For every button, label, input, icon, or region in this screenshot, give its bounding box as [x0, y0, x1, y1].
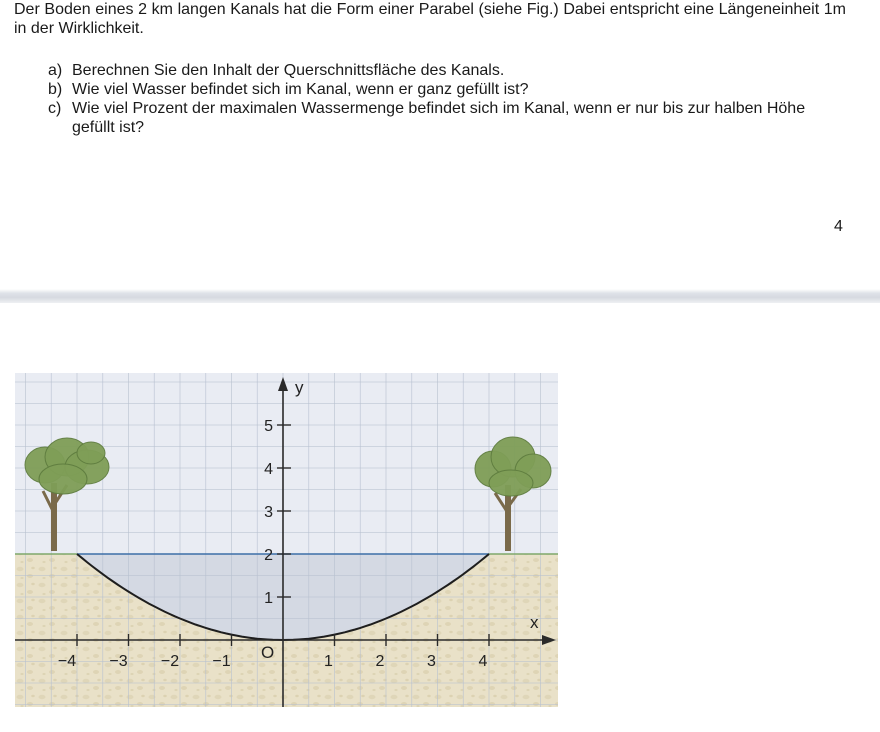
origin-label: O — [261, 643, 275, 662]
y-axis-label: y — [295, 378, 304, 397]
problem-intro: Der Boden eines 2 km langen Kanals hat die Form einer Parabel (siehe Fig.) Dabei entspricht eine Längeneinheit 1m in der Wirklichkeit. — [14, 1, 846, 37]
x-tick-label: −1 — [212, 653, 231, 670]
x-tick-label: 4 — [478, 653, 488, 670]
question-letter: b) — [48, 81, 63, 98]
x-tick-label: −2 — [160, 653, 180, 670]
canal-figure — [15, 373, 558, 707]
question-b — [48, 80, 848, 99]
y-tick-label: 1 — [264, 590, 273, 607]
page-separator — [0, 289, 880, 303]
question-c — [48, 99, 848, 137]
question-a — [48, 61, 848, 80]
x-tick-label: 3 — [427, 653, 436, 670]
y-tick-label: 2 — [264, 547, 273, 564]
question-text: Wie viel Wasser befindet sich im Kanal, wenn er ganz gefüllt ist? — [72, 81, 529, 98]
question-text: Wie viel Prozent der maximalen Wassermenge befindet sich im Kanal, wenn er nur bis zur halben Höhe gefüllt ist? — [72, 100, 806, 136]
question-letter: c) — [48, 100, 62, 117]
x-axis-label: x — [530, 613, 539, 632]
question-text: Berechnen Sie den Inhalt der Querschnittsfläche des Kanals. — [72, 62, 505, 79]
page-number: 4 — [834, 218, 843, 235]
coordinate-system — [15, 373, 558, 707]
x-tick-label: 1 — [324, 653, 333, 670]
question-list — [48, 61, 848, 137]
x-tick-label: −3 — [109, 653, 128, 670]
question-letter: a) — [48, 62, 63, 79]
y-tick-label: 5 — [264, 418, 273, 435]
y-tick-label: 4 — [264, 461, 273, 478]
y-tick-label: 3 — [264, 504, 273, 521]
x-tick-label: 2 — [375, 653, 385, 670]
x-tick-label: −4 — [57, 653, 77, 670]
